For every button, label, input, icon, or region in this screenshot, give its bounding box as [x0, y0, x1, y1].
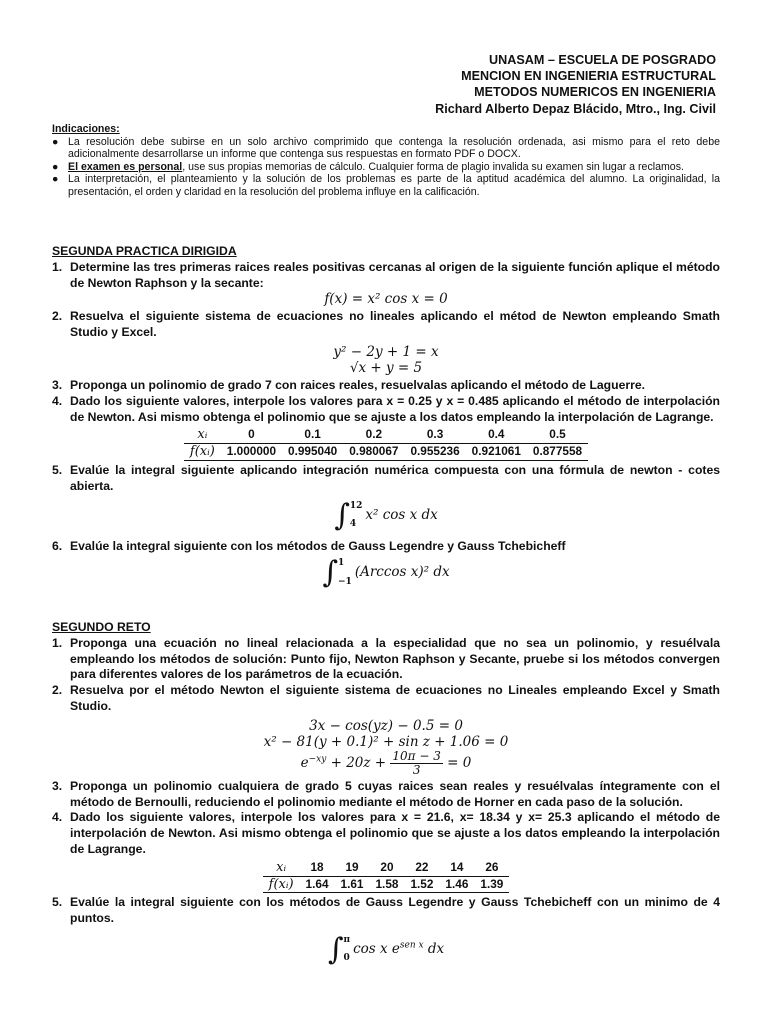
table-cell: 1.000000	[221, 444, 282, 461]
equation: f(x) = x² cos x = 0	[324, 291, 448, 308]
table-cell: 0.3	[404, 427, 465, 443]
integral-upper: π	[343, 934, 351, 945]
question-item: 4. Dado los siguiente valores, interpole los valores para x = 21.6, x= 18.34 y x= 25.3 aplicando el método de interpolación de Newton. Asi mismo obtenga el polinomio que se ajuste a los datos empleando la interpolación de Lagrange.	[52, 810, 720, 856]
table-cell: 1.39	[474, 876, 509, 893]
question-text: Resuelva el siguiente sistema de ecuaciones no lineales aplicando el métod de Newton empleando Smath Studio y Excel.	[70, 309, 720, 340]
question-item: 5. Evalúe la integral siguiente con los métodos de Gauss Legendre y Gauss Tchebicheff con un minimo de 4 puntos.	[52, 895, 720, 926]
question-text: Proponga un polinomio cualquiera de grado 5 cuyas raices sean reales y resuélvalas íntegramente con el método de Bernoulli, reduciendo el polinomio mediante el método de Horner en cada paso de la solución.	[70, 778, 720, 809]
indicacion-item	[52, 161, 720, 174]
integral-body: cos x e	[353, 941, 400, 958]
question-text: Dado los siguiente valores, interpole los valores para x = 0.25 y x = 0.485 aplicando el método de interpolación de Newton. Asi mismo obtenga el polinomio que se ajuste a los datos empleando la interpolación de Lagrange.	[70, 393, 720, 424]
equation-part: + 20z +	[326, 754, 391, 771]
equation	[52, 750, 720, 777]
table-header: xᵢ	[184, 427, 221, 443]
data-table	[184, 427, 588, 461]
question-item: 3. Proponga un polinomio cualquiera de grado 5 cuyas raices sean reales y resuélvalas íntegramente con el método de Bernoulli, reduciendo el polinomio mediante el método de Horner en cada paso de la solución.	[52, 778, 720, 809]
indicacion-text: La interpretación, el planteamiento y la solución de los problemas es parte de la aptitud académica del alumno. La originalidad, la presentación, el orden y claridad en la resolución del problema influye en la calificación.	[68, 173, 720, 198]
equation-part: = 0	[442, 754, 472, 771]
table-cell: 0.980067	[343, 444, 404, 461]
table-cell: 0.995040	[282, 444, 343, 461]
integral-sign-icon: ∫	[322, 555, 339, 591]
section-title: SEGUNDO RETO	[52, 620, 151, 634]
indicaciones-block	[52, 123, 720, 199]
fraction	[390, 750, 442, 777]
reto-section	[52, 620, 720, 967]
integral-body: (Arccos x)² dx	[354, 564, 450, 581]
indicacion-text: La resolución debe subirse en un solo archivo comprimido que contenga la resolución ordenada, asi mismo para el reto debe adicionalmente desarrollarse un informe que contenga sus respuestas en formato PDF o DOCX.	[68, 135, 720, 161]
practica-section	[52, 244, 720, 590]
equation: y² − 2y + 1 = x	[333, 343, 439, 360]
table-header: xᵢ	[263, 860, 300, 876]
integral	[52, 499, 720, 533]
equation: x² − 81(y + 0.1)² + sin z + 1.06 = 0	[263, 733, 509, 750]
indicacion-text: , use sus propias memorias de cálculo. Cualquier forma de plagio invalida su examen sin lugar a reclamos.	[182, 160, 684, 173]
integral	[52, 556, 720, 590]
question-text: Resuelva por el método Newton el siguiente sistema de ecuaciones no Lineales empleando Excel y Smath Studio.	[70, 683, 720, 713]
table-cell: 0.921061	[466, 444, 527, 461]
question-text: Evalúe la integral siguiente con los métodos de Gauss Legendre y Gauss Tchebicheff con un minimo de 4 puntos.	[70, 895, 720, 926]
integral-sign-icon: ∫	[334, 497, 350, 533]
equation-exponent: −xy	[308, 754, 327, 765]
table-cell: 1.64	[300, 876, 335, 893]
table-cell: 22	[404, 860, 439, 876]
table-cell: 14	[439, 860, 474, 876]
table-cell: 0.955236	[404, 444, 465, 461]
table-cell: 19	[335, 860, 370, 876]
table-cell: 18	[300, 860, 335, 876]
table-cell: 26	[474, 860, 509, 876]
document-header	[435, 52, 716, 117]
section-title: SEGUNDA PRACTICA DIRIGIDA	[52, 244, 237, 258]
question-item: 1. Determine las tres primeras raices reales positivas cercanas al origen de la siguiente función aplique el método de Newton Raphson y la secante:	[52, 259, 720, 290]
integral-sign-icon: ∫	[327, 931, 344, 967]
integral-body: x² cos x dx	[365, 506, 438, 523]
header-institution: UNASAM – ESCUELA DE POSGRADO	[489, 53, 716, 67]
fraction-denominator: 3	[412, 762, 421, 777]
header-course: METODOS NUMERICOS EN INGENIERIA	[474, 85, 716, 100]
table-cell: 1.52	[404, 876, 439, 893]
question-text: Determine las tres primeras raices reales positivas cercanas al origen de la siguiente función aplique el método de Newton Raphson y la secante:	[70, 259, 720, 290]
bullet-icon: ●	[52, 173, 59, 186]
table-header: f(xᵢ)	[263, 876, 300, 893]
integral-lower: 4	[349, 518, 357, 529]
integral-body: dx	[423, 941, 445, 958]
indicaciones-title: Indicaciones:	[52, 123, 120, 135]
integral-lower: −1	[338, 576, 352, 587]
table-cell: 0.877558	[527, 444, 588, 461]
table-cell: 1.46	[439, 876, 474, 893]
table-cell: 0.5	[527, 427, 588, 443]
indicacion-item	[52, 136, 720, 161]
table-cell: 0.4	[466, 427, 527, 443]
question-text: Dado los siguiente valores, interpole los valores para x = 21.6, x= 18.34 y x= 25.3 aplicando el método de interpolación de Newton. Asi mismo obtenga el polinomio que se ajuste a los datos empleando la interpolación de Lagrange.	[70, 810, 720, 856]
bullet-icon: ●	[52, 135, 59, 148]
question-item: 5. Evalúe la integral siguiente aplicando integración numérica compuesta con una fórmula de newton - cotes abierta.	[52, 462, 720, 493]
question-item: 6. Evalúe la integral siguiente con los métodos de Gauss Legendre y Gauss Tchebicheff	[52, 539, 720, 555]
equation: 3x − cos(yz) − 0.5 = 0	[309, 717, 463, 734]
question-item: 3. Proponga un polinomio de grado 7 con raices reales, resuelvalas aplicando el método de Laguerre.	[52, 378, 720, 394]
question-text: Proponga un polinomio de grado 7 con raices reales, resuelvalas aplicando el método de Laguerre.	[70, 377, 646, 392]
header-program: MENCION EN INGENIERIA ESTRUCTURAL	[461, 69, 716, 84]
indicacion-emphasis: El examen es personal	[68, 160, 183, 173]
question-item: 2. Resuelva por el método Newton el siguiente sistema de ecuaciones no Lineales empleando Excel y Smath Studio.	[52, 683, 720, 713]
table-cell: 20	[369, 860, 404, 876]
question-item: 1. Proponga una ecuación no lineal relacionada a la especialidad que no sea un polinomio, y resuélvala empleando los métodos de solución: Punto fijo, Newton Raphson y Secante, pruebe si los métodos convergen para diferentes valores de los parámetros de la ecuación.	[52, 635, 720, 682]
table-cell: 0	[221, 427, 282, 443]
integral-upper: 1	[338, 558, 345, 569]
integral-exponent: sen x	[399, 940, 424, 951]
table-cell: 0.2	[343, 427, 404, 443]
table-cell: 1.58	[369, 876, 404, 893]
table-cell: 1.61	[335, 876, 370, 893]
table-cell: 0.1	[282, 427, 343, 443]
question-item: 4. Dado los siguiente valores, interpole los valores para x = 0.25 y x = 0.485 aplicando el método de interpolación de Newton. Asi mismo obtenga el polinomio que se ajuste a los datos empleando la interpolación de Lagrange.	[52, 393, 720, 424]
integral-upper: 12	[349, 500, 363, 511]
fraction-numerator: 10π − 3	[392, 748, 441, 763]
equation-part: e	[300, 754, 309, 771]
indicacion-item	[52, 173, 720, 198]
question-text: Evalúe la integral siguiente aplicando integración numérica compuesta con una fórmula de newton - cotes abierta.	[70, 462, 720, 493]
bullet-icon: ●	[52, 160, 59, 173]
data-table	[263, 860, 510, 894]
question-text: Proponga una ecuación no lineal relacionada a la especialidad que no sea un polinomio, y resuélvala empleando los métodos de solución: Punto fijo, Newton Raphson y Secante, pruebe si los métodos convergen para diferentes valores de los parámetros de la ecuación.	[70, 635, 720, 682]
table-header: f(xᵢ)	[184, 444, 221, 461]
integral-lower: 0	[343, 953, 350, 964]
question-text: Evalúe la integral siguiente con los métodos de Gauss Legendre y Gauss Tchebicheff	[70, 538, 566, 553]
integral	[52, 933, 720, 967]
question-item: 2. Resuelva el siguiente sistema de ecuaciones no lineales aplicando el métod de Newton empleando Smath Studio y Excel.	[52, 309, 720, 340]
header-professor: Richard Alberto Depaz Blácido, Mtro., Ing. Civil	[435, 101, 716, 116]
equation: √x + y = 5	[349, 359, 423, 376]
